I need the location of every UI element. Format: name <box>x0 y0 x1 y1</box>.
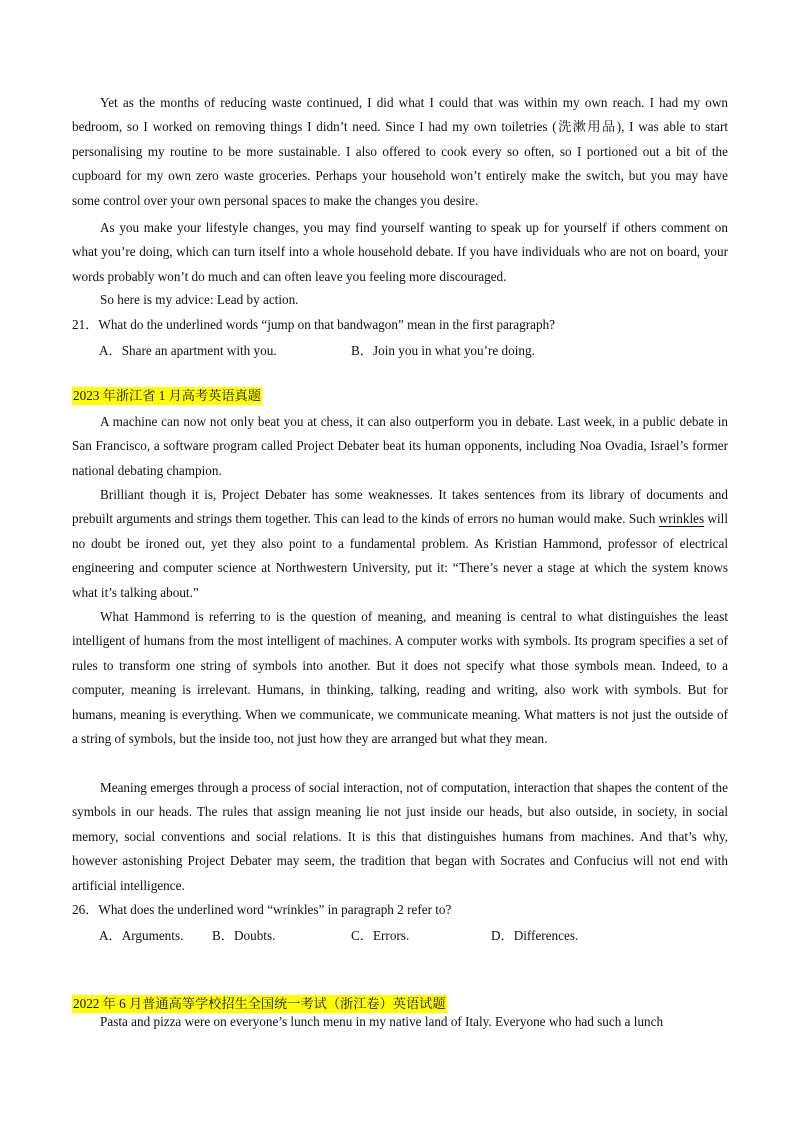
paragraph: A machine can now not only beat you at chess, it can also outperform you in debate. Last week, in a public debate in San Francisco, a software program called Project Debater beat its human opponents, including Noa Ovadia, Israel’s former national debating champion. <box>72 414 728 478</box>
paragraph: As you make your lifestyle changes, you may find yourself wanting to speak up for yourself if others comment on what you’re doing, which can turn itself into a whole household debate. If you have individuals who are not on board, your words probably won’t do much and can often leave you feeling more discouraged. <box>72 220 728 284</box>
section-heading: 2023 年浙江省 1 月高考英语真题 <box>73 388 261 403</box>
paragraph <box>72 483 728 605</box>
underlined-word: wrinkles <box>658 511 705 527</box>
paragraph: Yet as the months of reducing waste continued, I did what I could that was within my own reach. I had my own bedroom, so I worked on removing things I didn’t need. Since I had my own toiletries (洗漱用品), I was able to start personalising my routine to be more sustainable. I also offered to cook every so often, so I portioned out a bit of the cupboard for my own zero waste groceries. Perhaps your household won’t entirely make the switch, but you may have some control over your own personal spaces to make the changes you desire. <box>72 95 728 208</box>
question-21-options <box>99 339 739 363</box>
option-b: B．Doubts. <box>212 928 276 943</box>
option-a: A．Share an apartment with you. <box>99 343 277 358</box>
option-a: A．Arguments. <box>99 928 184 943</box>
option-b: B．Join you in what you’re doing. <box>351 343 535 358</box>
question-21: 21．What do the underlined words “jump on that bandwagon” mean in the first paragraph? <box>72 317 556 332</box>
paragraph-text: Brilliant though it is, Project Debater has some weaknesses. It takes sentences from its library of documents and prebuilt arguments and strings them together. This can lead to the kinds of errors no human would make. Such <box>72 487 728 527</box>
paragraph: Pasta and pizza were on everyone’s lunch menu in my native land of Italy. Everyone who had such a lunch <box>100 1014 664 1029</box>
paragraph: What Hammond is referring to is the question of meaning, and meaning is central to what distinguishes the least intelligent of humans from the most intelligent of machines. A computer works with symbols. Its program specifies a set of rules to transform one string of symbols into another. But it does not specify what those symbols mean. Indeed, to a computer, meaning is irrelevant. Humans, in thinking, talking, reading and writing, also work with symbols. But for humans, meaning is everything. When we communicate, we communicate meaning. What matters is not just the outside of a string of symbols, but the inside too, not just how they are arranged but what they mean. <box>72 609 728 747</box>
option-c: C．Errors. <box>351 928 410 943</box>
section-heading: 2022 年 6 月普通高等学校招生全国统一考试（浙江卷）英语试题 <box>73 996 446 1011</box>
paragraph: Meaning emerges through a process of social interaction, not of computation, interaction that shapes the content of the symbols in our heads. The rules that assign meaning lie not just inside our heads, but also outside, in society, in social memory, social conventions and social relations. It is this that distinguishes humans from machines. And that’s why, however astonishing Project Debater may seem, the tradition that began with Socrates and Confucius will not end with artificial intelligence. <box>72 780 728 893</box>
paragraph-text: will no doubt be ironed out, yet they also point to a fundamental problem. As Kristian Hammond, professor of electrical engineering and computer science at Northwestern University, put it: “There’s never a stage at which the system knows what it’s talking about.” <box>72 511 728 600</box>
question-26: 26．What does the underlined word “wrinkles” in paragraph 2 refer to? <box>72 902 452 917</box>
option-d: D．Differences. <box>491 928 579 943</box>
question-26-options <box>99 924 739 948</box>
paragraph: So here is my advice: Lead by action. <box>100 292 299 307</box>
